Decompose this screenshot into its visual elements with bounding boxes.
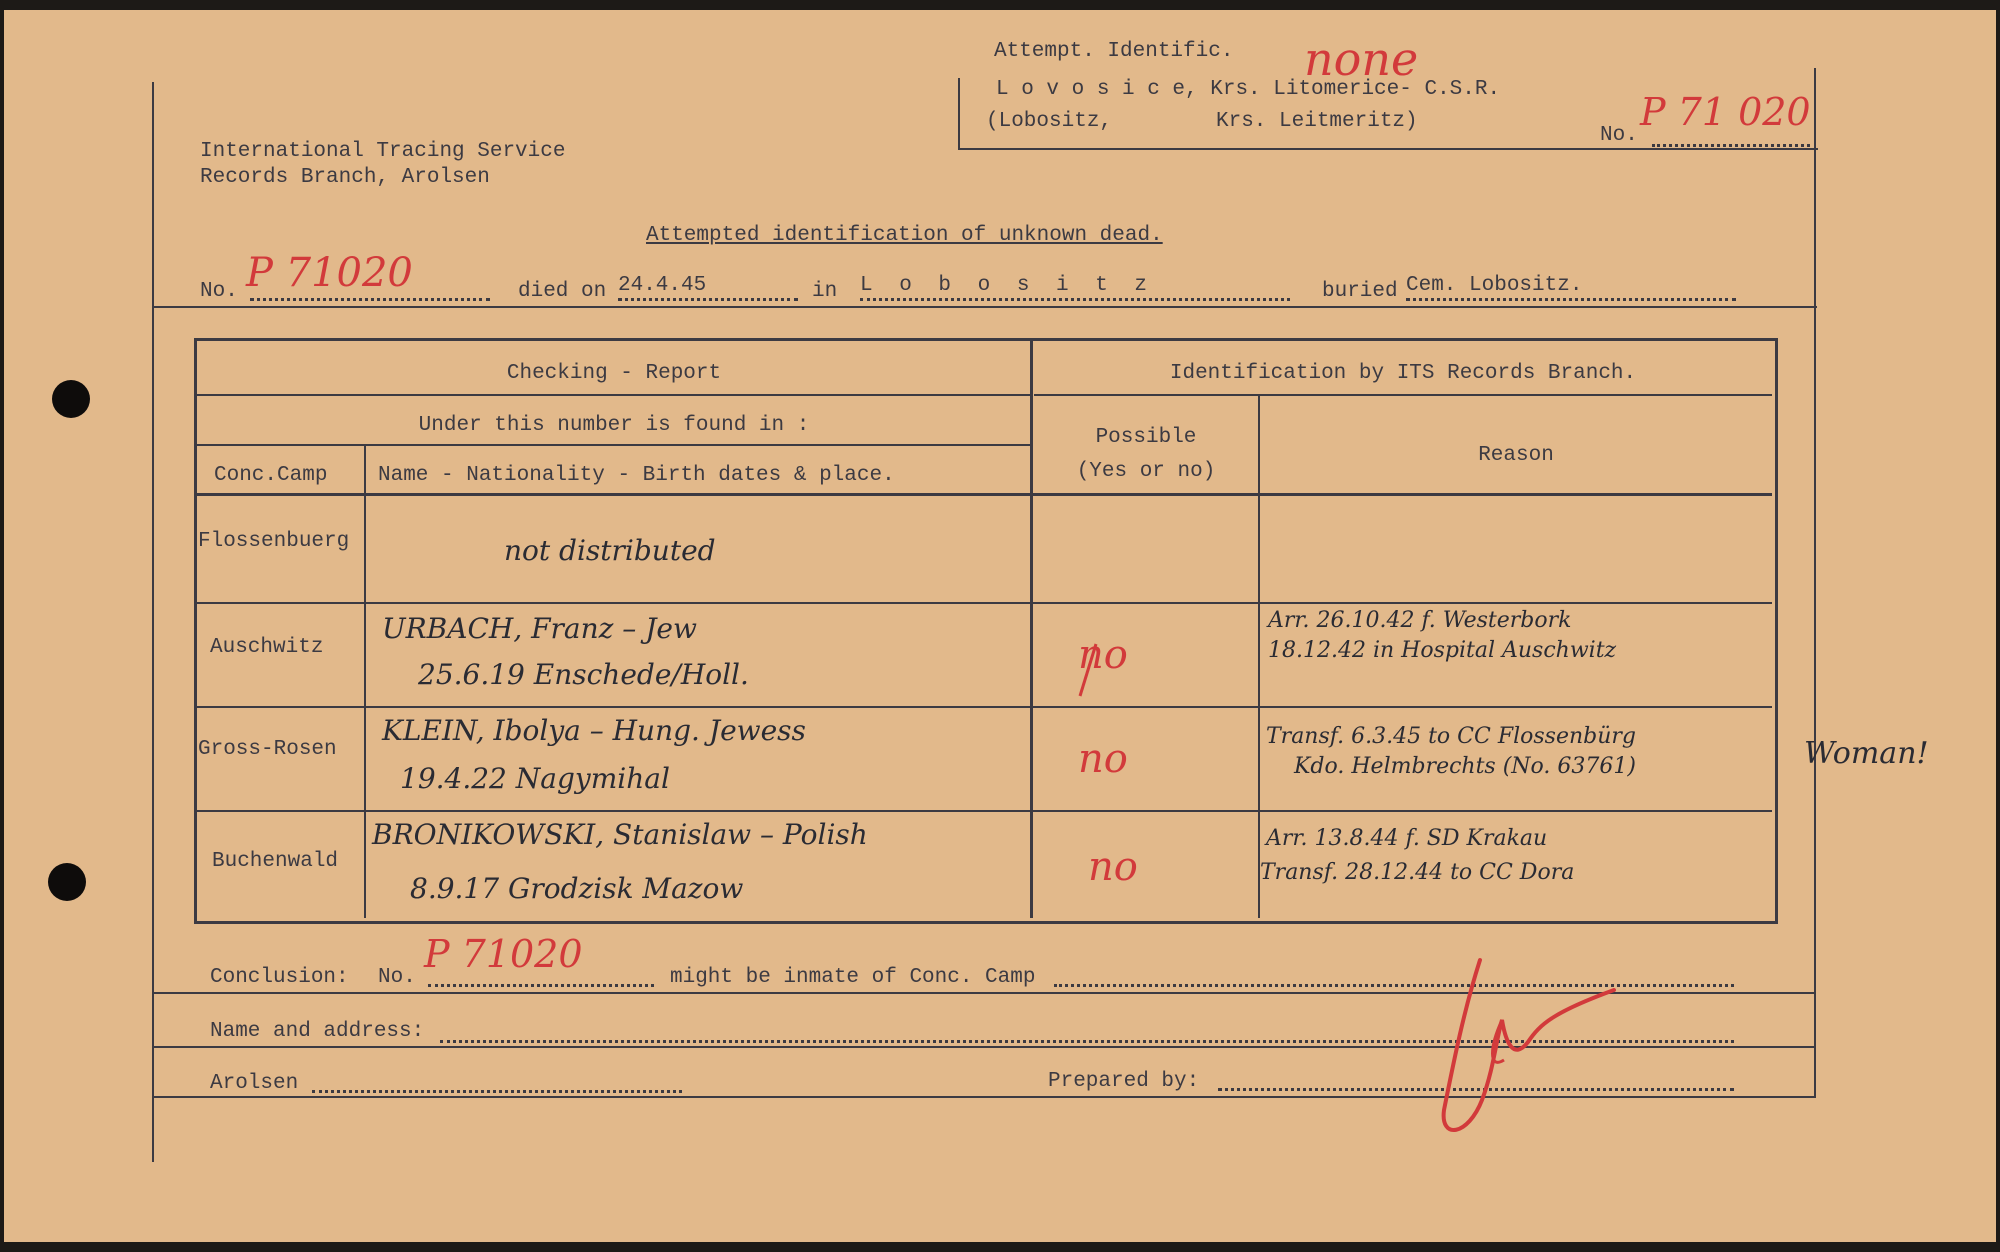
table-col-rule-1 <box>364 444 366 918</box>
arolsen-label: Arolsen <box>210 1072 299 1095</box>
table-row-name: not distributed <box>504 534 716 567</box>
margin-note: Woman! <box>1804 736 1929 771</box>
table-row-birth: 19.4.22 Nagymihal <box>400 762 670 795</box>
header-no-value: P 71 020 <box>1640 90 1811 134</box>
initials-signature <box>1424 950 1624 1150</box>
table-header-rule-1 <box>197 394 1031 396</box>
place-line-2b: Krs. Leitmeritz) <box>1216 110 1418 133</box>
table-row-possible: no <box>1078 736 1128 782</box>
row-rule-3 <box>197 810 1772 812</box>
prepared-label: Prepared by: <box>1048 1070 1200 1093</box>
conclusion-dots <box>1054 984 1734 987</box>
identification-heading: Identification by ITS Records Branch. <box>1169 362 1637 385</box>
row-rule-2 <box>197 706 1772 708</box>
in-dots <box>860 298 1290 301</box>
table-row-reason: Arr. 26.10.42 f. Westerbork <box>1268 608 1572 633</box>
attempt-value: none <box>1304 32 1419 86</box>
buried-label: buried <box>1322 280 1398 303</box>
checking-report-heading: Checking - Report <box>506 362 722 385</box>
table-row-camp: Auschwitz <box>210 636 324 659</box>
form-title: Attempted identification of unknown dead. <box>646 224 1163 247</box>
table-row-camp: Buchenwald <box>212 850 339 873</box>
table-row-possible: no <box>1088 844 1138 890</box>
record-line-rule <box>152 306 1817 308</box>
index-card <box>4 10 1996 1242</box>
table-row-camp: Gross-Rosen <box>198 738 337 761</box>
col-possible-heading-1: Possible <box>1095 426 1197 449</box>
died-dots <box>618 298 798 301</box>
header-box-left-rule <box>958 78 960 150</box>
org-line-2: Records Branch, Arolsen <box>200 166 490 189</box>
buried-dots <box>1406 298 1736 301</box>
buried-value: Cem. Lobositz. <box>1406 274 1583 297</box>
col-possible-heading-2: (Yes or no) <box>1076 460 1216 483</box>
under-number-heading: Under this number is found in : <box>418 414 810 437</box>
conclusion-no-value: P 71020 <box>424 932 583 976</box>
punch-hole-top <box>52 380 90 418</box>
died-label: died on <box>518 280 607 303</box>
table-row-birth: 25.6.19 Enschede/Holl. <box>418 658 749 691</box>
right-margin-rule <box>1814 68 1816 1098</box>
conclusion-text: might be inmate of Conc. Camp <box>670 966 1036 989</box>
name-address-label: Name and address: <box>210 1020 425 1043</box>
conclusion-label: Conclusion: <box>210 966 349 989</box>
table-row-camp: Flossenbuerg <box>198 530 350 553</box>
table-header-rule-2 <box>197 444 1031 446</box>
row-rule-1 <box>197 602 1772 604</box>
col-camp-heading: Conc.Camp <box>214 464 328 487</box>
table-col-rule-3 <box>1258 394 1260 918</box>
record-no-label: No. <box>200 280 238 303</box>
punch-hole-bottom <box>48 863 86 901</box>
table-row-name: KLEIN, Ibolya – Hung. Jewess <box>382 714 806 747</box>
header-no-dots <box>1652 144 1810 147</box>
table-row-possible: no <box>1078 632 1128 678</box>
table-row-name: URBACH, Franz – Jew <box>382 612 697 645</box>
record-no-value: P 71020 <box>246 250 413 296</box>
table-row-name: BRONIKOWSKI, Stanislaw – Polish <box>372 818 868 851</box>
in-label: in <box>812 280 838 303</box>
conclusion-no-label: No. <box>378 966 416 989</box>
died-value: 24.4.45 <box>618 274 707 297</box>
org-line-1: International Tracing Service <box>200 140 566 163</box>
table-row-reason: Kdo. Helmbrechts (No. 63761) <box>1294 754 1636 779</box>
record-no-dots <box>250 298 490 301</box>
table-header-rule-3 <box>197 493 1772 496</box>
table-row-reason: 18.12.42 in Hospital Auschwitz <box>1268 638 1617 663</box>
col-name-heading: Name - Nationality - Birth dates & place. <box>378 464 895 487</box>
place-line-2a: (Lobositz, <box>986 110 1113 133</box>
table-header-rule-1-right <box>1034 394 1772 396</box>
place-line: L o v o s i c e, Krs. Litomerice- C.S.R. <box>996 78 1501 101</box>
header-box-bottom-rule <box>958 148 1818 150</box>
in-value: L o b o s i t z <box>860 274 1155 297</box>
table-row-birth: 8.9.17 Grodzisk Mazow <box>410 872 744 905</box>
table-row-reason: Transf. 28.12.44 to CC Dora <box>1260 860 1575 885</box>
table-row-reason: Transf. 6.3.45 to CC Flossenbürg <box>1266 724 1636 749</box>
conclusion-no-dots <box>428 984 654 987</box>
col-reason-heading: Reason <box>1478 444 1554 467</box>
attempt-label: Attempt. Identific. <box>994 40 1234 63</box>
left-margin-rule <box>152 82 154 1162</box>
table-row-reason: Arr. 13.8.44 f. SD Krakau <box>1266 826 1548 851</box>
no-strike-mark <box>1074 640 1104 700</box>
arolsen-dots <box>312 1090 682 1093</box>
header-no-label: No. <box>1600 124 1638 147</box>
